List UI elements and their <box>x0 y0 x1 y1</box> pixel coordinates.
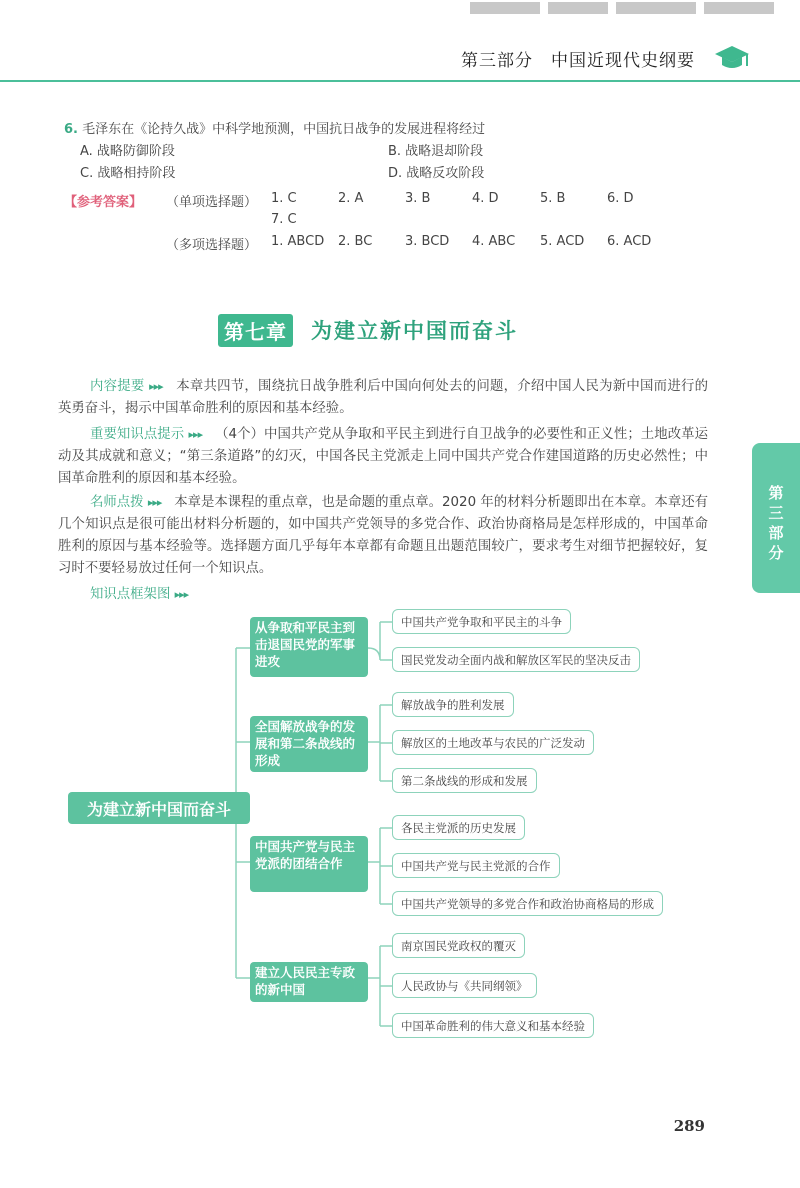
key-points-text: （4个）中国共产党从争取和平民主到进行自卫战争的必要性和正义性；土地改革运动及其成就和意义；“第三条道路”的幻灭，中国各民主党派走上同中国共产党合作建国道路的历史必然性；中国革命胜利的原因和基本经验。 <box>58 427 708 486</box>
chapter-badge: 第七章 <box>218 314 293 347</box>
option-d: D. 战略反攻阶段 <box>388 166 485 181</box>
question-text: 毛泽东在《论持久战》中科学地预测，中国抗日战争的发展进程将经过 <box>82 122 486 137</box>
option-b: B. 战略退却阶段 <box>388 144 484 159</box>
mindmap-root: 为建立新中国而奋斗 <box>68 792 250 824</box>
mindmap-leaf: 各民主党派的历史发展 <box>392 815 525 840</box>
mindmap-leaf: 第二条战线的形成和发展 <box>392 768 537 793</box>
teacher-label: 名师点拨 <box>90 495 144 510</box>
single-answer: 1. C <box>271 191 297 206</box>
mindmap-leaf: 解放战争的胜利发展 <box>392 692 514 717</box>
multi-answer: 1. ABCD <box>271 234 325 249</box>
page-number: 289 <box>673 1117 705 1135</box>
mindmap-leaf: 人民政协与《共同纲领》 <box>392 973 537 998</box>
mindmap-leaf: 解放区的土地改革与农民的广泛发动 <box>392 730 594 755</box>
header-title: 第三部分 中国近现代史纲要 <box>461 51 695 71</box>
mindmap-leaf: 中国革命胜利的伟大意义和基本经验 <box>392 1013 594 1038</box>
single-answer: 6. D <box>607 191 634 206</box>
mindmap-branch: 建立人民民主专政的新中国 <box>250 962 368 1002</box>
mindmap-leaf: 中国共产党领导的多党合作和政治协商格局的形成 <box>392 891 663 916</box>
single-answer: 7. C <box>271 212 297 227</box>
mindmap-leaf: 南京国民党政权的覆灭 <box>392 933 525 958</box>
side-tab-label: 第三部分 <box>768 484 784 562</box>
mindmap-leaf: 中国共产党争取和平民主的斗争 <box>392 609 571 634</box>
single-answer: 3. B <box>405 191 431 206</box>
arrow-icon: ▸▸▸ <box>174 588 189 601</box>
question-number: 6. <box>64 122 78 137</box>
mindmap-leaf: 国民党发动全面内战和解放区军民的坚决反击 <box>392 647 640 672</box>
mindmap-leaf: 中国共产党与民主党派的合作 <box>392 853 560 878</box>
chapter-title: 为建立新中国而奋斗 <box>311 319 518 343</box>
mindmap-branch: 全国解放战争的发展和第二条战线的形成 <box>250 716 368 772</box>
mindmap-branch: 从争取和平民主到击退国民党的军事进攻 <box>250 617 368 677</box>
multi-answer: 6. ACD <box>607 234 652 249</box>
teacher-text: 本章是本课程的重点章，也是命题的重点章。2020 年的材料分析题即出在本章。本章还有几个知识点是很可能出材料分析题的，如中国共产党领导的多党合作、政治协商格局是怎样形成的，中国革命胜利的原因与基本经验等。选择题方面几乎每年本章都有命题且出题范围较广，要求考生对细节把握较好，复习时不要轻易放过任何一个知识点。 <box>58 495 709 576</box>
multi-choice-label: （多项选择题） <box>166 238 258 253</box>
single-answer: 5. B <box>540 191 566 206</box>
multi-answer: 4. ABC <box>472 234 516 249</box>
single-answer: 2. A <box>338 191 364 206</box>
summary-label: 内容提要 <box>90 379 145 394</box>
arrow-icon: ▸▸▸ <box>188 428 203 441</box>
multi-answer: 2. BC <box>338 234 373 249</box>
framework-label: 知识点框架图 <box>90 587 171 602</box>
answer-label: 【参考答案】 <box>64 195 143 210</box>
option-c: C. 战略相持阶段 <box>80 166 176 181</box>
arrow-icon: ▸▸▸ <box>149 380 163 393</box>
multi-answer: 3. BCD <box>405 234 450 249</box>
arrow-icon: ▸▸▸ <box>147 496 162 509</box>
single-answer: 4. D <box>472 191 499 206</box>
key-points-label: 重要知识点提示 <box>90 427 185 442</box>
mindmap-branch: 中国共产党与民主党派的团结合作 <box>250 836 368 892</box>
summary-text: 本章共四节，围绕抗日战争胜利后中国向何处去的问题，介绍中国人民为新中国而进行的英勇奋斗，揭示中国革命胜利的原因和基本经验。 <box>58 379 708 416</box>
option-a: A. 战略防御阶段 <box>80 144 175 159</box>
single-choice-label: （单项选择题） <box>166 195 258 210</box>
multi-answer: 5. ACD <box>540 234 585 249</box>
